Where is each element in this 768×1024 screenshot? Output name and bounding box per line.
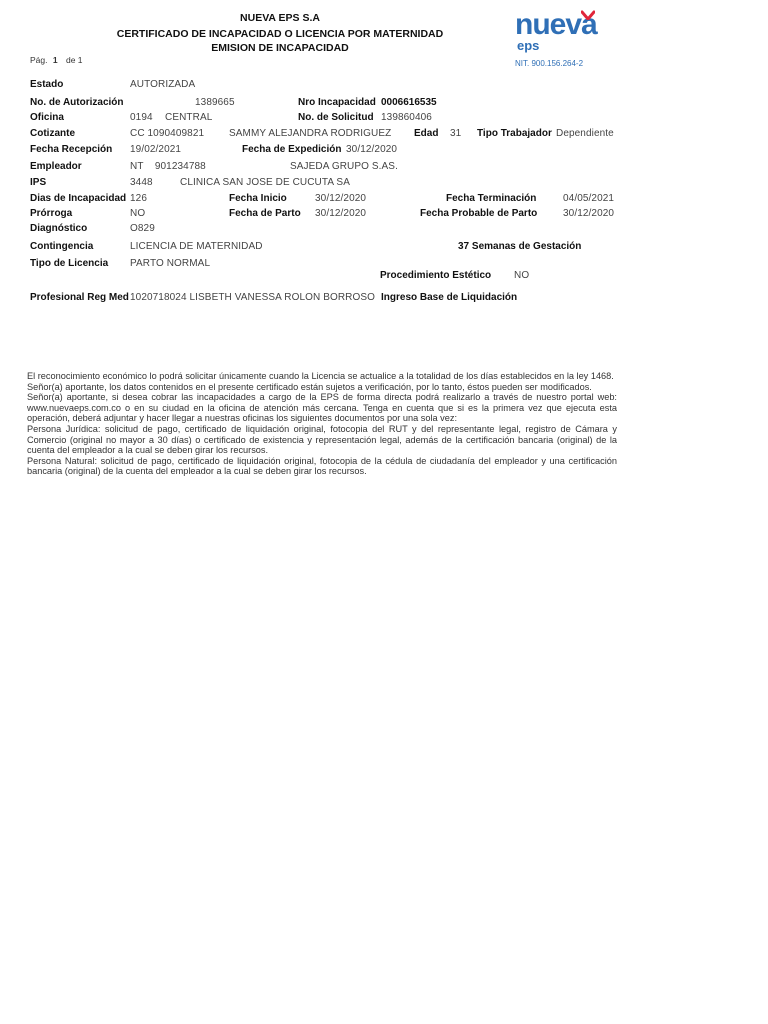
prorroga-value: NO — [130, 208, 146, 219]
note-paragraph: Señor(a) aportante, si desea cobrar las incapacidades a cargo de la EPS de forma directa podrá realizarlo a través de nuestro portal web: www.nuevaeps.com.co o en su ciudad en la oficina de atención más cercana. Tenga en cuenta que si es la primera vez que ejecuta esta operación, deberá adjuntar y hacer llegar a nuestras oficinas los siguientes documentos por una sola vez: — [27, 392, 617, 424]
fecha-terminacion-value: 04/05/2021 — [563, 193, 615, 204]
empleador-id: NT 901234788 — [130, 161, 206, 172]
autorizacion-value: 1389665 — [195, 97, 235, 108]
fecha-parto-label: Fecha de Parto — [229, 208, 301, 219]
logo-accent-icon — [581, 10, 595, 20]
diagnostico-value: O829 — [130, 223, 155, 234]
tipo-licencia-value: PARTO NORMAL — [130, 258, 211, 269]
fecha-parto-value: 30/12/2020 — [315, 208, 367, 219]
fecha-terminacion-label: Fecha Terminación — [446, 193, 537, 204]
oficina-name: CENTRAL — [165, 112, 213, 123]
nro-incapacidad-value: 0006616535 — [381, 97, 437, 108]
estado-label: Estado — [30, 79, 64, 90]
note-paragraph: El reconocimiento económico lo podrá solicitar únicamente cuando la Licencia se actualice a la totalidad de los días establecidos en la ley 1468. — [27, 371, 614, 381]
fecha-probable-label: Fecha Probable de Parto — [420, 208, 538, 219]
contingencia-value: LICENCIA DE MATERNIDAD — [130, 241, 263, 252]
ingreso-base-label: Ingreso Base de Liquidación — [381, 292, 518, 303]
edad-value: 31 — [450, 128, 462, 139]
procedimiento-value: NO — [514, 270, 530, 281]
diagnostico-label: Diagnóstico — [30, 223, 88, 234]
page-indicator — [30, 55, 83, 65]
dias-value: 126 — [130, 193, 147, 204]
tipo-trabajador-value: Dependiente — [556, 128, 614, 139]
autorizacion-label: No. de Autorización — [30, 97, 124, 108]
logo-word: nueva — [515, 8, 597, 41]
page-label: Pág. — [30, 55, 48, 65]
ips-code: 3448 — [130, 177, 153, 188]
procedimiento-label: Procedimiento Estético — [380, 270, 492, 281]
dias-label: Dias de Incapacidad — [30, 193, 127, 204]
edad-label: Edad — [414, 128, 439, 139]
page-of: de 1 — [65, 55, 83, 65]
fecha-probable-value: 30/12/2020 — [563, 208, 615, 219]
note-paragraph: Señor(a) aportante, los datos contenidos en el presente certificado están sujetos a verificación, por lo tanto, éstos pueden ser modificados. — [27, 381, 592, 392]
oficina-code: 0194 — [130, 112, 153, 123]
estado-value: AUTORIZADA — [130, 79, 196, 90]
solicitud-label: No. de Solicitud — [298, 112, 374, 123]
document-subtitle: EMISION DE INCAPACIDAD — [211, 42, 349, 54]
fecha-expedicion-label: Fecha de Expedición — [242, 144, 342, 155]
fecha-recepcion-label: Fecha Recepción — [30, 144, 113, 155]
prorroga-label: Prórroga — [30, 208, 73, 219]
empleador-name: SAJEDA GRUPO S.AS. — [290, 161, 398, 172]
profesional-label: Profesional Reg Med — [30, 292, 129, 303]
profesional-value: 1020718024 LISBETH VANESSA ROLON BORROSO — [130, 292, 376, 303]
tipo-licencia-label: Tipo de Licencia — [30, 258, 109, 269]
note-paragraph: Persona Jurídica: solicitud de pago, certificado de liquidación original, fotocopia del RUT y del representante legal, registro de Cámara y Comercio (original no mayor a 30 días) o certificado de existencia y representación legal, además de la certificación bancaria (original) de la cuenta del empleador a la cual se deben girar los recursos. — [27, 423, 617, 456]
contingencia-label: Contingencia — [30, 241, 94, 252]
logo-nit: NIT. 900.156.264-2 — [515, 59, 584, 68]
fecha-inicio-value: 30/12/2020 — [315, 193, 367, 204]
page-number: 1 — [52, 55, 58, 65]
fecha-recepcion-value: 19/02/2021 — [130, 144, 182, 155]
oficina-label: Oficina — [30, 112, 64, 123]
empleador-label: Empleador — [30, 161, 82, 172]
company-name: NUEVA EPS S.A — [240, 12, 320, 24]
nro-incapacidad-label: Nro Incapacidad — [298, 97, 376, 108]
document-title: CERTIFICADO DE INCAPACIDAD O LICENCIA POR MATERNIDAD — [116, 28, 444, 40]
fecha-inicio-label: Fecha Inicio — [229, 193, 287, 204]
ips-name: CLINICA SAN JOSE DE CUCUTA SA — [180, 177, 350, 188]
cotizante-label: Cotizante — [30, 128, 75, 139]
solicitud-value: 139860406 — [381, 112, 432, 123]
cotizante-name: SAMMY ALEJANDRA RODRIGUEZ — [229, 128, 392, 139]
tipo-trabajador-label: Tipo Trabajador — [477, 128, 552, 139]
cotizante-id: CC 1090409821 — [130, 128, 205, 139]
legal-notes — [27, 371, 617, 477]
logo-eps: eps — [517, 38, 540, 53]
fecha-expedicion-value: 30/12/2020 — [346, 144, 398, 155]
ips-label: IPS — [30, 177, 47, 188]
semanas-gestacion: 37 Semanas de Gestación — [458, 241, 582, 252]
note-paragraph: Persona Natural: solicitud de pago, certificado de liquidación original, fotocopia de la cédula de ciudadanía del empleador y una certificación bancaria (original) de la cuenta del empleador a la cual se deben girar los recursos. — [27, 455, 617, 477]
nueva-eps-logo — [515, 8, 625, 68]
